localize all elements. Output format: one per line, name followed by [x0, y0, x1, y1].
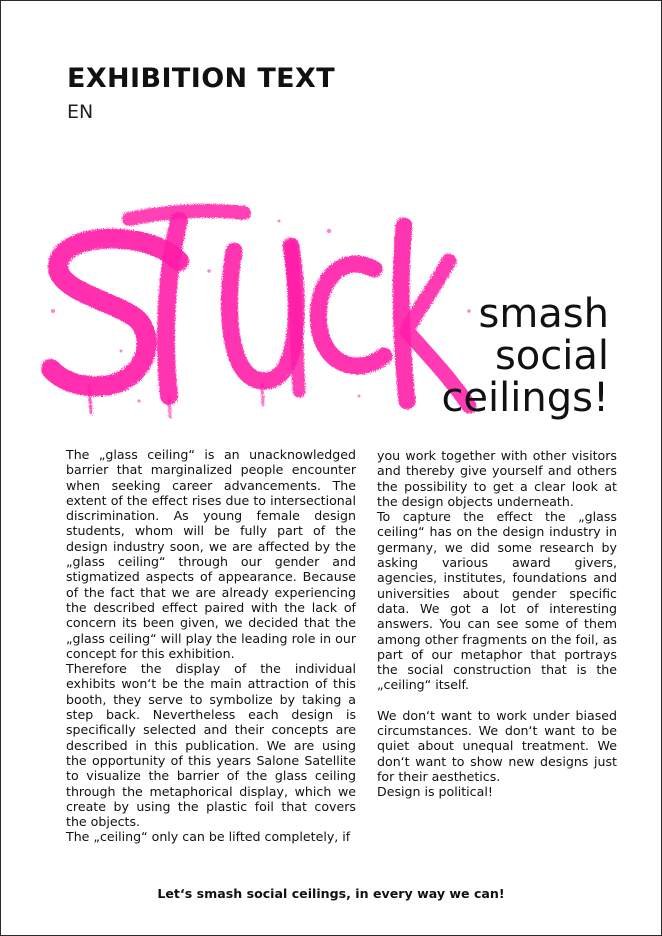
body-paragraph: you work together with other visitors and thereby give yourself and others the possibility to get a clear look at the design objects underneath. — [377, 448, 617, 509]
page-title: EXHIBITION TEXT — [67, 63, 336, 94]
tagline-line-3: ceilings! — [441, 375, 609, 421]
footer-slogan: Let‘s smash social ceilings, in every way we can! — [157, 886, 505, 901]
body-paragraph: The „ceiling“ only can be lifted completely, if — [66, 829, 351, 845]
body-paragraph: To capture the effect the „glass ceiling“ has on the design industry in germany, we did some research by asking various award givers, agencies, institutes, foundations and universities about gender specific data. We got a lot of interesting answers. You can see some of them among other fragments on the foil, as part of our metaphor that portrays the social construction that is the „ceiling“ itself. — [377, 509, 617, 693]
tagline-line-1: smash — [478, 291, 609, 337]
tagline — [349, 293, 609, 419]
body-paragraph: Therefore the display of the individual exhibits won‘t be the main attraction of this booth, they serve to symbolize by taking a step back. Nevertheless each design is specifically selected and their concepts are described in this publication. We are using the opportunity of this years Salone Satellite to visualize the barrier of the glass ceiling through the metaphorical display, which we create by using the plastic foil that covers the objects. — [66, 661, 356, 830]
closing-statement: Design is political! — [377, 784, 493, 800]
body-paragraph: The „glass ceiling“ is an unacknowledged barrier that marginalized people encounter when seeking career advancements. The extent of the effect rises due to intersectional discrimination. As young female design students, whom will be fully part of the design industry soon, we are affected by the „glass ceiling“ through our gender and stigmatized aspects of appearance. Because of the fact that we are already experiencing the described effect paired with the lack of concern its been given, we decided that the „glass ceiling“ will play the leading role in our concept for this exhibition. — [66, 447, 356, 661]
body-paragraph: We don‘t want to work under biased circumstances. We don‘t want to be quiet about unequal treatment. We don‘t want to show new designs just for their aesthetics. — [377, 707, 617, 784]
tagline-line-2: social — [494, 333, 609, 379]
body-column-left — [66, 447, 356, 845]
body-column-right — [377, 448, 617, 800]
language-label: EN — [67, 101, 94, 123]
